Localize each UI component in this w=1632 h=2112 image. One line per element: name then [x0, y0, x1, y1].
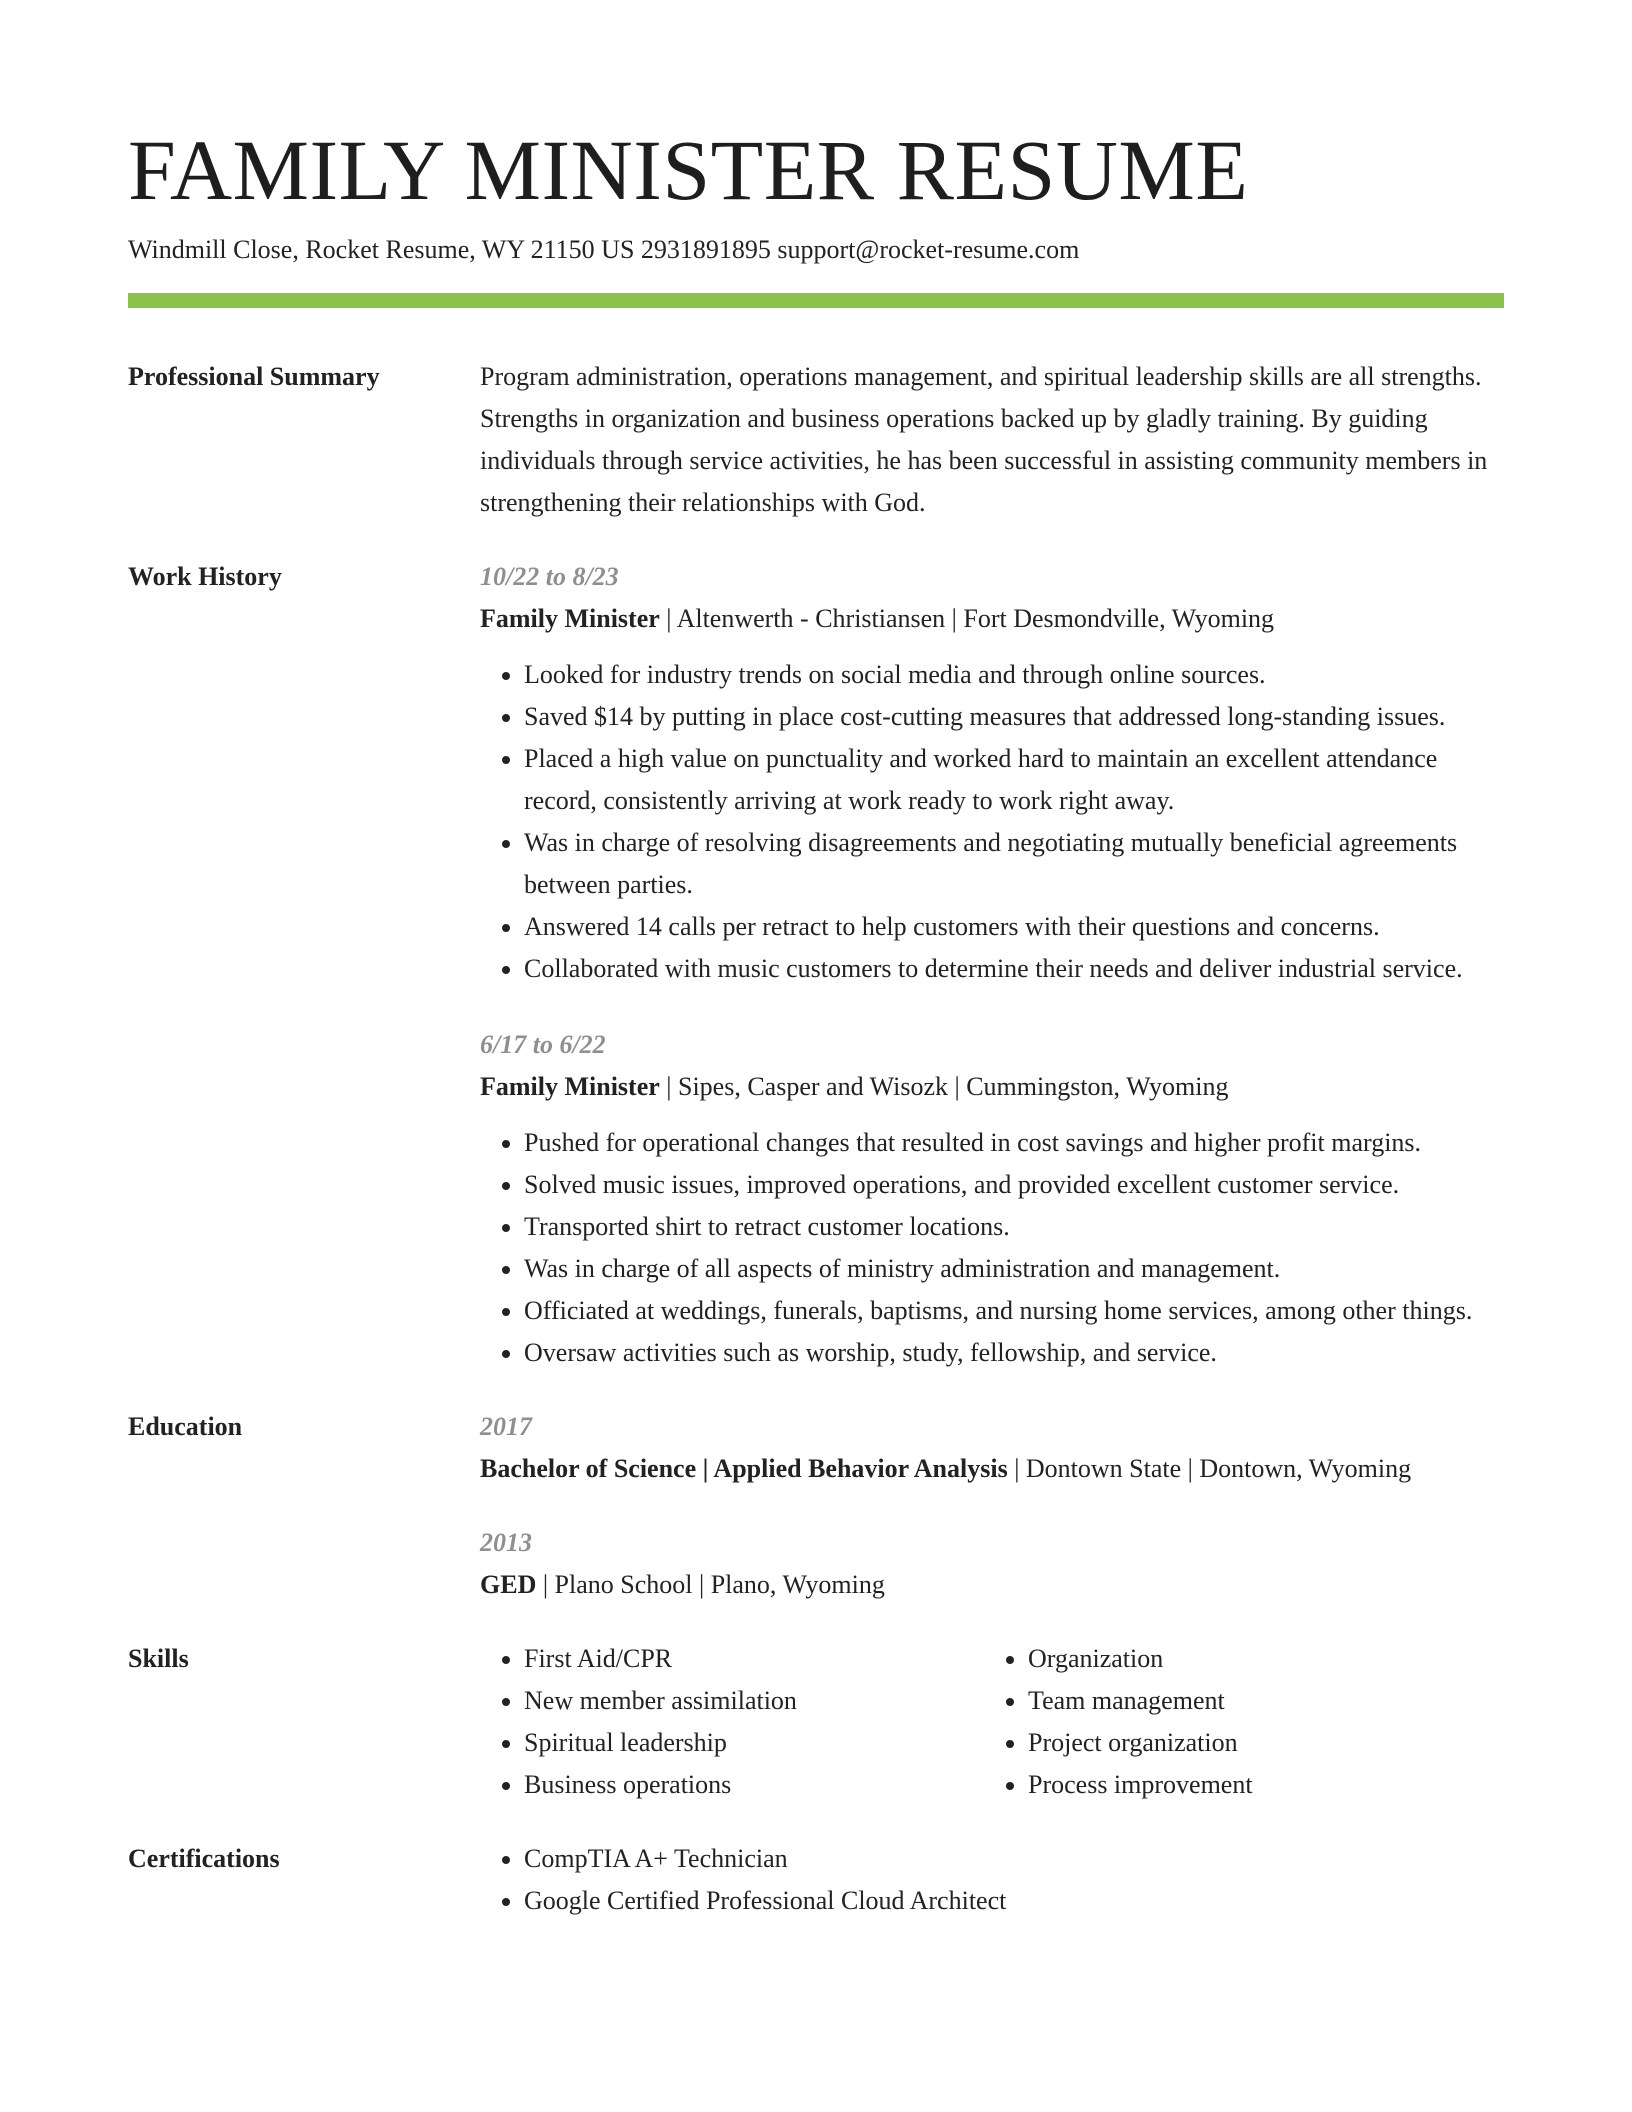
- certification-item: • CompTIA A+ Technician: [524, 1838, 1504, 1880]
- job-bullet: • Saved $14 by putting in place cost-cutting measures that addressed long-standing issues.: [524, 696, 1504, 738]
- page-title: FAMILY MINISTER RESUME: [128, 122, 1249, 218]
- job-title: Family Minister: [480, 604, 660, 633]
- section-label-education: Education: [128, 1412, 243, 1441]
- job-employer: | Sipes, Casper and Wisozk | Cummingston, Wyoming: [659, 1072, 1229, 1101]
- education-section: [128, 1406, 1504, 1606]
- section-label-summary: Professional Summary: [128, 362, 380, 391]
- work-history-section: [128, 556, 1504, 1374]
- summary-body: [480, 356, 1504, 524]
- skill-item: • First Aid/CPR: [524, 1638, 984, 1680]
- job-entry: [480, 556, 1504, 990]
- skills-column-2: [984, 1638, 1488, 1806]
- certification-item: • Google Certified Professional Cloud Architect: [524, 1880, 1504, 1922]
- resume-page: [128, 120, 1504, 1922]
- summary-text: Program administration, operations management, and spiritual leadership skills are all strengths. Strengths in organization and business operations backed up by gladly training. By guiding individuals through service activities, he has been successful in assisting community members in strengthening their relationships with God.: [480, 362, 1488, 517]
- education-degree: GED: [480, 1570, 537, 1599]
- job-role-line: [480, 1066, 1504, 1108]
- skills-grid: [480, 1638, 1504, 1806]
- certifications-section: [128, 1838, 1504, 1922]
- education-line: [480, 1564, 1504, 1606]
- skill-item: • Team management: [1028, 1680, 1488, 1722]
- contact-info: Windmill Close, Rocket Resume, WY 21150 US 2931891895 support@rocket-resume.com: [128, 235, 1080, 264]
- skills-body: [480, 1638, 1504, 1806]
- job-bullet: • Placed a high value on punctuality and worked hard to maintain an excellent attendance record, consistently arriving at work ready to work right away.: [524, 738, 1504, 822]
- section-label-certifications: Certifications: [128, 1844, 280, 1873]
- education-entry: [480, 1522, 1504, 1606]
- job-employer: | Altenwerth - Christiansen | Fort Desmondville, Wyoming: [659, 604, 1275, 633]
- summary-section: [128, 356, 1504, 524]
- education-degree: Bachelor of Science | Applied Behavior Analysis: [480, 1454, 1008, 1483]
- job-bullet: • Pushed for operational changes that resulted in cost savings and higher profit margins.: [524, 1122, 1504, 1164]
- job-bullets: [480, 1122, 1504, 1374]
- job-bullet: • Collaborated with music customers to determine their needs and deliver industrial service.: [524, 948, 1504, 990]
- certifications-list: [480, 1838, 1504, 1922]
- work-history-body: [480, 556, 1504, 1374]
- education-line: [480, 1448, 1504, 1490]
- header-divider: [128, 293, 1504, 308]
- job-bullet: • Solved music issues, improved operations, and provided excellent customer service.: [524, 1164, 1504, 1206]
- education-body: [480, 1406, 1504, 1606]
- section-label-work-history: Work History: [128, 562, 282, 591]
- job-bullet: • Officiated at weddings, funerals, baptisms, and nursing home services, among other things.: [524, 1290, 1504, 1332]
- skill-item: • Spiritual leadership: [524, 1722, 984, 1764]
- job-entry: [480, 1024, 1504, 1374]
- section-label-skills: Skills: [128, 1644, 189, 1673]
- job-bullet: • Transported shirt to retract customer locations.: [524, 1206, 1504, 1248]
- job-bullet: • Was in charge of resolving disagreements and negotiating mutually beneficial agreements between parties.: [524, 822, 1504, 906]
- job-bullet: • Was in charge of all aspects of ministry administration and management.: [524, 1248, 1504, 1290]
- education-school: | Plano School | Plano, Wyoming: [536, 1570, 885, 1599]
- skill-item: • Project organization: [1028, 1722, 1488, 1764]
- certifications-body: [480, 1838, 1504, 1922]
- skill-item: • Business operations: [524, 1764, 984, 1806]
- job-title: Family Minister: [480, 1072, 660, 1101]
- skills-column-1: [480, 1638, 984, 1806]
- skill-item: • Organization: [1028, 1638, 1488, 1680]
- education-year: 2017: [480, 1412, 532, 1441]
- job-bullet: • Oversaw activities such as worship, study, fellowship, and service.: [524, 1332, 1504, 1374]
- skill-item: • New member assimilation: [524, 1680, 984, 1722]
- skill-item: • Process improvement: [1028, 1764, 1488, 1806]
- job-bullets: [480, 654, 1504, 990]
- job-bullet: • Looked for industry trends on social media and through online sources.: [524, 654, 1504, 696]
- job-dates: 10/22 to 8/23: [480, 562, 619, 591]
- job-bullet: • Answered 14 calls per retract to help customers with their questions and concerns.: [524, 906, 1504, 948]
- education-school: | Dontown State | Dontown, Wyoming: [1007, 1454, 1412, 1483]
- education-year: 2013: [480, 1528, 532, 1557]
- skills-section: [128, 1638, 1504, 1806]
- job-role-line: [480, 598, 1504, 640]
- job-dates: 6/17 to 6/22: [480, 1030, 606, 1059]
- education-entry: [480, 1406, 1504, 1490]
